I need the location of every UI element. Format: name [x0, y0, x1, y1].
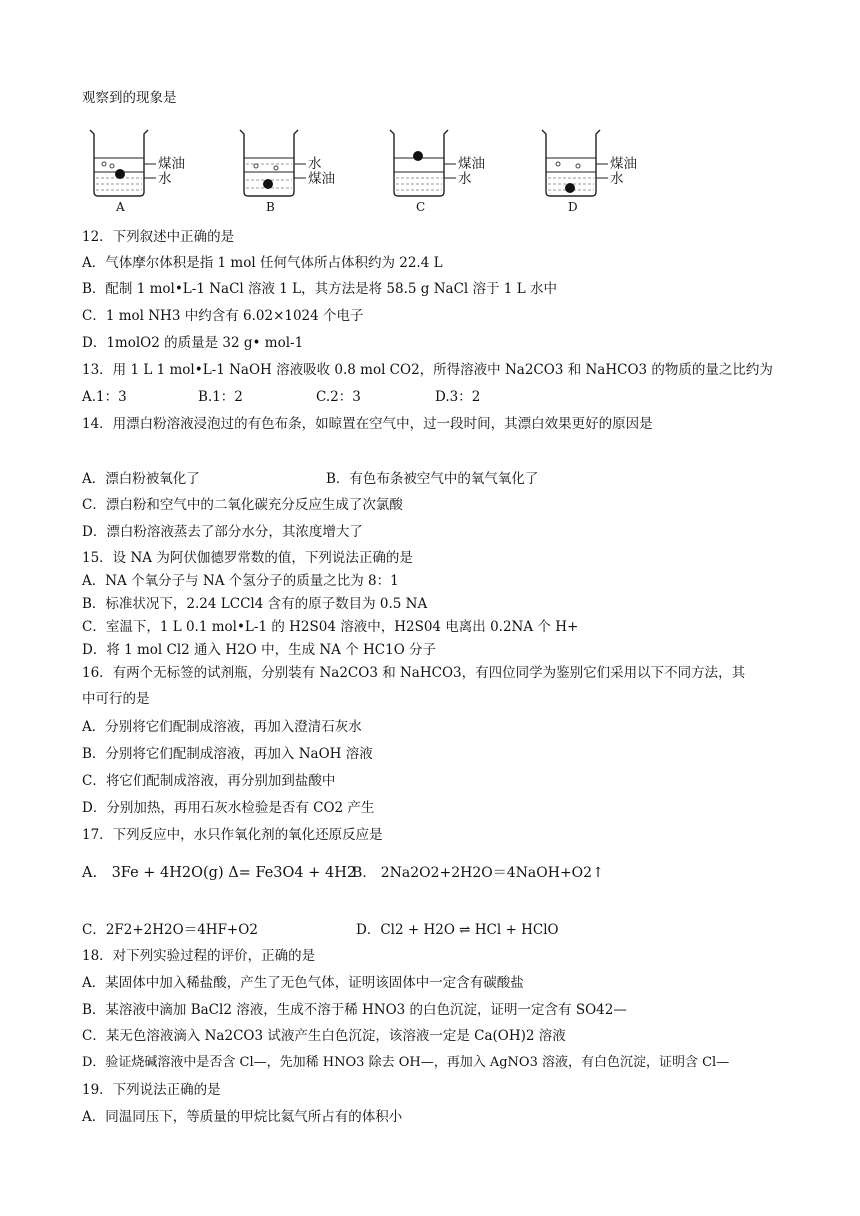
q13-option-b: B.1：2	[198, 389, 243, 405]
q14-option-c: C．漂白粉和空气中的二氧化碳充分反应生成了次氯酸	[82, 497, 403, 513]
beaker-c-letter: C	[416, 200, 426, 214]
q12-stem: 12．下列叙述中正确的是	[82, 229, 235, 245]
q12-option-d: D．1molO2 的质量是 32 g• mol-1	[82, 335, 304, 351]
q12-option-c: C．1 mol NH3 中约含有 6.02×1024 个电子	[82, 308, 364, 324]
q18-option-c: C．某无色溶液滴入 Na2CO3 试液产生白色沉淀，该溶液一定是 Ca(OH)2 溶液	[82, 1028, 566, 1044]
q19-stem: 19．下列说法正确的是	[82, 1082, 221, 1098]
q16-option-d: D．分别加热，再用石灰水检验是否有 CO2 产生	[82, 800, 375, 816]
beaker-d-bottom-label: 水	[610, 171, 624, 187]
beaker-c	[382, 122, 512, 218]
beaker-d-drawing	[534, 122, 664, 218]
q14-option-d: D．漂白粉溶液蒸去了部分水分，其浓度增大了	[82, 524, 363, 540]
q16-stem-line2: 中可行的是	[82, 691, 150, 707]
beaker-a-drawing	[82, 122, 212, 218]
q17-option-b: B. 2Na2O2+2H2O＝4NaOH+O2↑	[352, 865, 604, 881]
beaker-a-top-label: 煤油	[158, 156, 185, 172]
q13-option-a: A.1：3	[82, 389, 127, 405]
q15-option-c: C．室温下，1 L 0.1 mol•L-1 的 H2S04 溶液中，H2S04 电离出 0.2NA 个 H+	[82, 619, 579, 635]
beaker-a-letter: A	[116, 200, 125, 214]
q15-stem: 15．设 NA 为阿伏伽德罗常数的值，下列说法正确的是	[82, 550, 413, 566]
beaker-c-bottom-label: 水	[458, 171, 472, 187]
q14-option-b: B．有色布条被空气中的氧气氧化了	[326, 471, 539, 487]
q13-option-c: C.2：3	[316, 389, 361, 405]
q15-option-d: D．将 1 mol Cl2 通入 H2O 中，生成 NA 个 HC1O 分子	[82, 642, 437, 658]
q12-option-b: B．配制 1 mol•L-1 NaCl 溶液 1 L，其方法是将 58.5 g NaCl 溶于 1 L 水中	[82, 281, 557, 297]
q16-option-b: B．分别将它们配制成溶液，再加入 NaOH 溶液	[82, 746, 373, 762]
beaker-a	[82, 122, 212, 218]
q15-option-a: A．NA 个氧分子与 NA 个氢分子的质量之比为 8：1	[82, 573, 399, 589]
intro-text: 观察到的现象是	[82, 90, 177, 106]
beaker-figure	[82, 122, 642, 218]
beaker-d-top-label: 煤油	[610, 156, 637, 172]
q14-stem: 14．用漂白粉溶液浸泡过的有色布条，如晾置在空气中，过一段时间，其漂白效果更好的原因是	[82, 416, 653, 432]
q17-stem: 17．下列反应中，水只作氧化剂的氧化还原反应是	[82, 827, 383, 843]
q17-option-d: D．Cl2 + H2O ⇌ HCl + HClO	[356, 922, 559, 938]
beaker-b-drawing	[232, 122, 362, 218]
q14-option-a: A．漂白粉被氧化了	[82, 471, 200, 487]
beaker-a-bottom-label: 水	[158, 171, 172, 187]
beaker-b-letter: B	[266, 200, 275, 214]
q19-option-a: A．同温同压下，等质量的甲烷比氦气所占有的体积小	[82, 1109, 403, 1125]
q18-option-a: A．某固体中加入稀盐酸，产生了无色气体，证明该固体中一定含有碳酸盐	[82, 975, 524, 991]
q18-option-b: B．某溶液中滴加 BaCl2 溶液，生成不溶于稀 HNO3 的白色沉淀，证明一定含有 SO42—	[82, 1002, 627, 1018]
q15-option-b: B．标准状况下，2.24 LCCl4 含有的原子数目为 0.5 NA	[82, 596, 428, 612]
beaker-b	[232, 122, 362, 218]
q17-option-a: A. 3Fe + 4H2O(g) Δ= Fe3O4 + 4H2	[82, 865, 357, 881]
beaker-d-letter: D	[568, 200, 578, 214]
q16-option-a: A．分别将它们配制成溶液，再加入澄清石灰水	[82, 719, 362, 735]
q13-option-d: D.3：2	[435, 389, 481, 405]
beaker-c-top-label: 煤油	[458, 156, 485, 172]
q13-stem: 13．用 1 L 1 mol•L-1 NaOH 溶液吸收 0.8 mol CO2，所得溶液中 Na2CO3 和 NaHCO3 的物质的量之比约为	[82, 362, 773, 378]
q16-option-c: C．将它们配制成溶液，再分别加到盐酸中	[82, 773, 336, 789]
q17-option-c: C．2F2+2H2O＝4HF+O2	[82, 922, 258, 938]
q18-stem: 18．对下列实验过程的评价，正确的是	[82, 948, 316, 964]
beaker-d	[534, 122, 664, 218]
beaker-b-top-label: 水	[308, 156, 322, 172]
beaker-c-drawing	[382, 122, 512, 218]
q12-option-a: A．气体摩尔体积是指 1 mol 任何气体所占体积约为 22.4 L	[82, 255, 443, 271]
q16-stem-line1: 16．有两个无标签的试剂瓶，分别装有 Na2CO3 和 NaHCO3，有四位同学为鉴别它们采用以下不同方法，其	[82, 665, 746, 681]
q18-option-d: D．验证烧碱溶液中是否含 Cl—，先加稀 HNO3 除去 OH—，再加入 AgNO3 溶液，有白色沉淀，证明含 Cl—	[82, 1055, 730, 1070]
beaker-b-bottom-label: 煤油	[308, 171, 335, 187]
